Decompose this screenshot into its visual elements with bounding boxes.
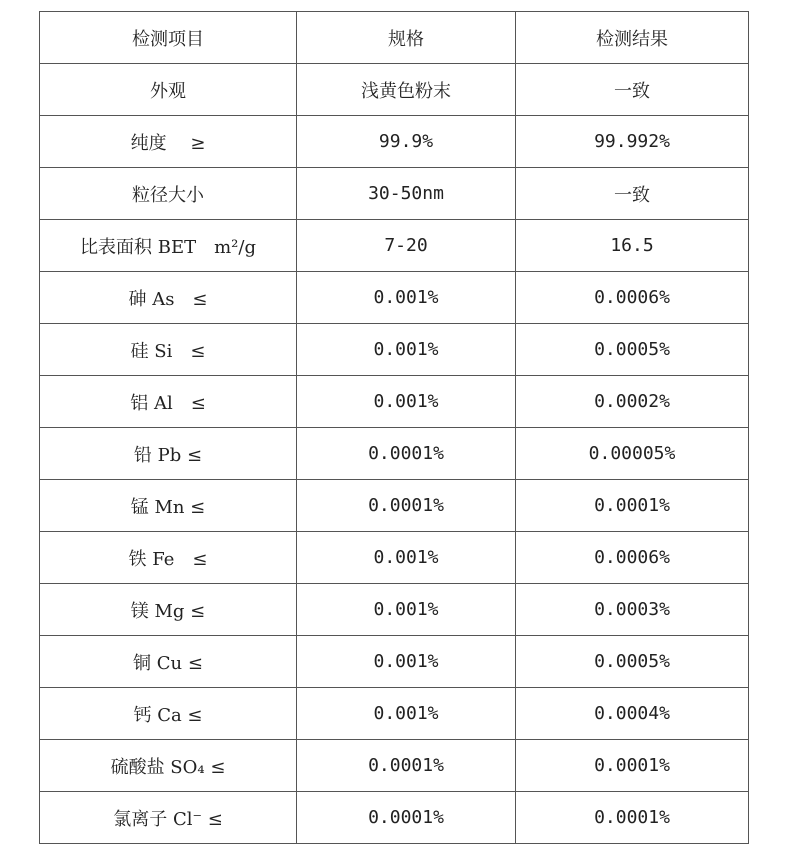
row-result: 0.0006% [516, 272, 749, 324]
row-item: 砷 As ≤ [40, 272, 297, 324]
row-item: 比表面积 BET m²/g [40, 220, 297, 272]
row-spec: 30-50nm [297, 168, 516, 220]
row-result: 0.0003% [516, 584, 749, 636]
table-row [40, 636, 749, 688]
row-item: 外观 [40, 64, 297, 116]
table-row [40, 168, 749, 220]
row-item: 锰 Mn ≤ [40, 480, 297, 532]
row-result: 一致 [516, 168, 749, 220]
table-row [40, 324, 749, 376]
row-spec: 0.001% [297, 376, 516, 428]
row-result: 0.0005% [516, 636, 749, 688]
spec-table-body [40, 12, 749, 844]
row-spec: 0.0001% [297, 792, 516, 844]
row-item: 铜 Cu ≤ [40, 636, 297, 688]
row-item: 钙 Ca ≤ [40, 688, 297, 740]
header-item: 检测项目 [40, 12, 297, 64]
row-item: 纯度 ≥ [40, 116, 297, 168]
table-row [40, 220, 749, 272]
row-spec: 7-20 [297, 220, 516, 272]
row-spec: 0.001% [297, 688, 516, 740]
row-item: 镁 Mg ≤ [40, 584, 297, 636]
row-result: 0.00005% [516, 428, 749, 480]
table-row [40, 376, 749, 428]
row-spec: 0.001% [297, 324, 516, 376]
row-item: 硫酸盐 SO₄ ≤ [40, 740, 297, 792]
table-row [40, 688, 749, 740]
row-spec: 0.0001% [297, 480, 516, 532]
row-item: 粒径大小 [40, 168, 297, 220]
table-row [40, 480, 749, 532]
table-row [40, 272, 749, 324]
row-result: 0.0001% [516, 740, 749, 792]
row-spec: 0.001% [297, 532, 516, 584]
row-result: 0.0006% [516, 532, 749, 584]
row-item: 铅 Pb ≤ [40, 428, 297, 480]
row-item: 铝 Al ≤ [40, 376, 297, 428]
table-row [40, 532, 749, 584]
row-spec: 99.9% [297, 116, 516, 168]
table-row [40, 428, 749, 480]
row-result: 99.992% [516, 116, 749, 168]
row-result: 0.0001% [516, 792, 749, 844]
row-spec: 0.001% [297, 584, 516, 636]
row-spec: 浅黄色粉末 [297, 64, 516, 116]
row-item: 硅 Si ≤ [40, 324, 297, 376]
table-header-row [40, 12, 749, 64]
row-item: 氯离子 Cl⁻ ≤ [40, 792, 297, 844]
row-result: 16.5 [516, 220, 749, 272]
spec-table [39, 11, 749, 844]
table-row [40, 64, 749, 116]
row-spec: 0.0001% [297, 740, 516, 792]
header-spec: 规格 [297, 12, 516, 64]
row-spec: 0.001% [297, 272, 516, 324]
row-spec: 0.0001% [297, 428, 516, 480]
row-result: 0.0005% [516, 324, 749, 376]
row-item: 铁 Fe ≤ [40, 532, 297, 584]
row-spec: 0.001% [297, 636, 516, 688]
row-result: 0.0002% [516, 376, 749, 428]
table-row [40, 584, 749, 636]
table-row [40, 116, 749, 168]
table-row [40, 740, 749, 792]
row-result: 一致 [516, 64, 749, 116]
row-result: 0.0004% [516, 688, 749, 740]
header-result: 检测结果 [516, 12, 749, 64]
row-result: 0.0001% [516, 480, 749, 532]
table-row [40, 792, 749, 844]
